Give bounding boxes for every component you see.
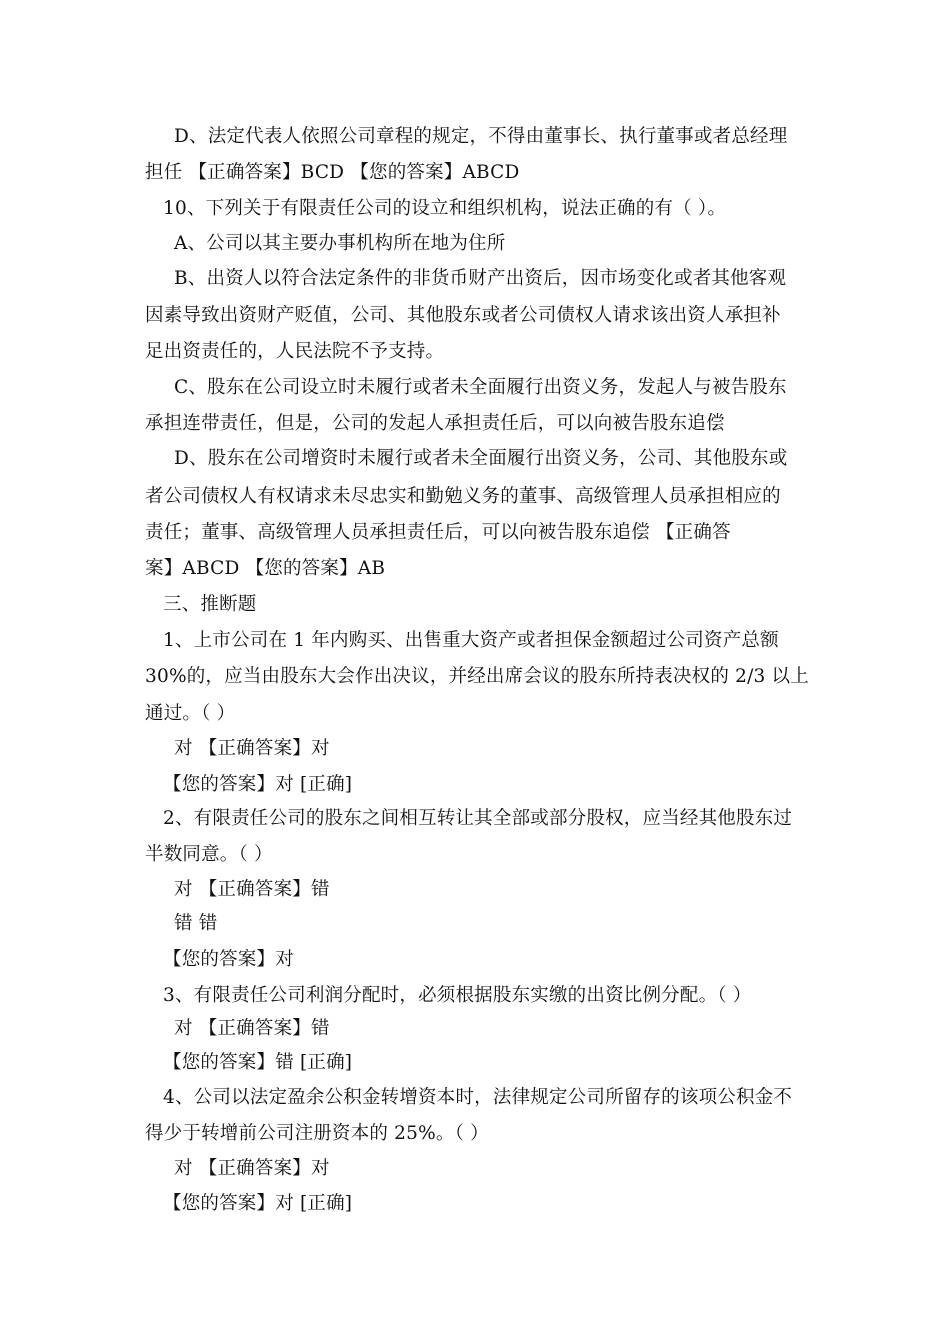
text-line: 4、公司以法定盈余公积金转增资本时，法律规定公司所留存的该项公积金不 (163, 1087, 793, 1108)
text-line: 3、有限责任公司利润分配时，必须根据股东实缴的出资比例分配。（ ） (163, 985, 752, 1006)
text-line: 对 【正确答案】对 (174, 738, 330, 759)
text-line: 对 【正确答案】错 (174, 879, 330, 900)
text-line: B、出资人以符合法定条件的非货币财产出资后，因市场变化或者其他客观 (174, 268, 787, 289)
text-line: 半数同意。（ ） (145, 844, 273, 865)
text-line: 足出资责任的，人民法院不予支持。 (145, 341, 445, 362)
text-line: 【您的答案】对 (163, 949, 294, 970)
text-line: 【您的答案】对 [正确] (163, 1193, 353, 1214)
text-line: D、法定代表人依照公司章程的规定，不得由董事长、执行董事或者总经理 (174, 126, 788, 147)
text-line: 【您的答案】对 [正确] (163, 774, 353, 795)
text-line: 责任；董事、高级管理人员承担责任后，可以向被告股东追偿 【正确答 (145, 522, 731, 543)
text-line: 通过。（ ） (145, 703, 236, 724)
text-line: 对 【正确答案】错 (174, 1018, 330, 1039)
text-line: C、股东在公司设立时未履行或者未全面履行出资义务，发起人与被告股东 (174, 377, 787, 398)
section-heading: 三、推断题 (163, 594, 257, 615)
text-line: 2、有限责任公司的股东之间相互转让其全部或部分股权，应当经其他股东过 (163, 808, 793, 829)
text-line: A、公司以其主要办事机构所在地为住所 (174, 233, 506, 254)
text-line: 对 【正确答案】对 (174, 1158, 330, 1179)
text-line: 10、下列关于有限责任公司的设立和组织机构，说法正确的有（ ）。 (163, 198, 727, 219)
text-line: 30%的，应当由股东大会作出决议，并经出席会议的股东所持表决权的 2/3 以上 (145, 666, 809, 687)
text-line: 【您的答案】错 [正确] (163, 1052, 353, 1073)
text-line: 得少于转增前公司注册资本的 25%。（ ） (145, 1123, 489, 1144)
text-line: D、股东在公司增资时未履行或者未全面履行出资义务，公司、其他股东或 (174, 448, 788, 469)
text-line: 因素导致出资财产贬值，公司、其他股东或者公司债权人请求该出资人承担补 (145, 305, 781, 326)
text-line: 错 错 (174, 913, 218, 934)
text-line: 1、上市公司在 1 年内购买、出售重大资产或者担保金额超过公司资产总额 (163, 630, 779, 651)
text-line: 案】ABCD 【您的答案】AB (145, 558, 386, 579)
text-line: 承担连带责任，但是，公司的发起人承担责任后，可以向被告股东追偿 (145, 413, 725, 434)
text-line: 担任 【正确答案】BCD 【您的答案】ABCD (145, 162, 520, 183)
text-line: 者公司债权人有权请求未尽忠实和勤勉义务的董事、高级管理人员承担相应的 (145, 486, 781, 507)
